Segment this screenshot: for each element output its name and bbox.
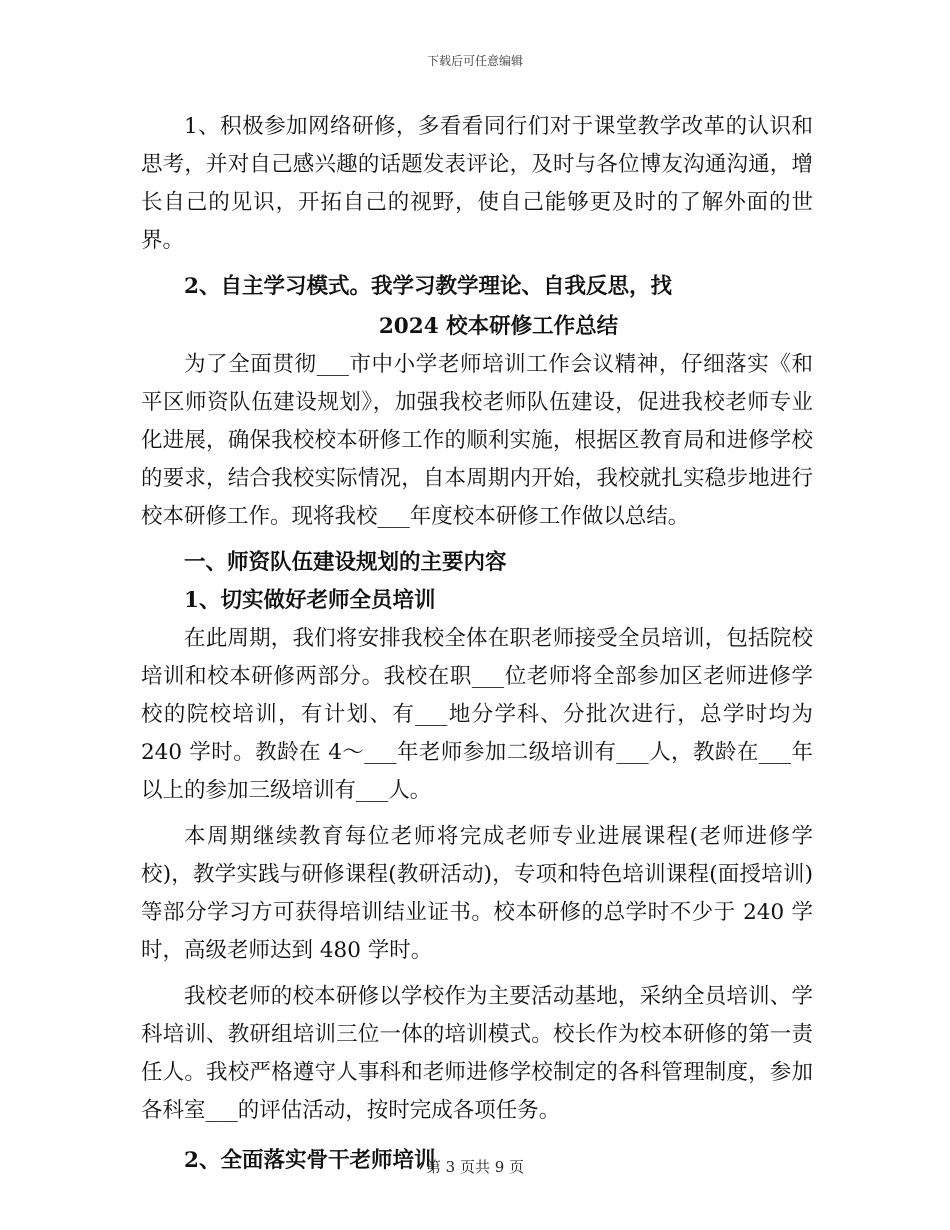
page-footer: 第 3 页共 9 页	[425, 1158, 525, 1176]
paragraph-intro: 为了全面贯彻___市中小学老师培训工作会议精神，仔细落实《和平区师资队伍建设规划》，加强我校老师队伍建设，促进我校老师专业化进展，确保我校校本研修工作的顺利实施，根据区教育局和进修学校的要求，结合我校实际情况，自本周期内开始，我校就扎实稳步地进行校本研修工作。现将我校___年度校本研修工作做以总结。	[141, 352, 813, 529]
page-header: 下载后可任意编辑	[426, 54, 523, 68]
subsection-heading-1: 1、切实做好老师全员培训	[184, 588, 436, 613]
paragraph-full-training: 在此周期，我们将安排我校全体在职老师接受全员培训，包括院校培训和校本研修两部分。我校在职___位老师将全部参加区老师进修学校的院校培训，有计划、有___地分学科、分批次进行，总学时均为 240 学时。教龄在 4～___年老师参加二级培训有___人，教龄在___年以上的参加三级培训有___人。	[141, 626, 813, 803]
paragraph-continuing-education: 本周期继续教育每位老师将完成老师专业进展课程(老师进修学校)，教学实践与研修课程(教研活动)，专项和特色培训课程(面授培训)等部分学习方可获得培训结业证书。校本研修的总学时不少于 240 学时，高级老师达到 480 学时。	[141, 824, 813, 963]
section-heading-1: 一、师资队伍建设规划的主要内容	[184, 550, 507, 575]
document-title: 2024 校本研修工作总结	[378, 314, 619, 339]
paragraph-online-research: 1、积极参加网络研修，多看看同行们对于课堂教学改革的认识和思考，并对自己感兴趣的话题发表评论，及时与各位博友沟通沟通，增长自己的见识，开拓自己的视野，使自己能够更及时的了解外面的世界。	[141, 114, 813, 253]
paragraph-school-research: 我校老师的校本研修以学校作为主要活动基地，采纳全员培训、学科培训、教研组培训三位一体的培训模式。校长作为校本研修的第一责任人。我校严格遵守人事科和老师进修学校制定的各科管理制度，参加各科室___的评估活动，按时完成各项任务。	[141, 984, 813, 1123]
document-body	[141, 108, 813, 1180]
heading-self-study: 2、自主学习模式。我学习教学理论、自我反思，找	[184, 274, 672, 299]
subsection-heading-2: 2、全面落实骨干老师培训	[184, 1148, 436, 1173]
